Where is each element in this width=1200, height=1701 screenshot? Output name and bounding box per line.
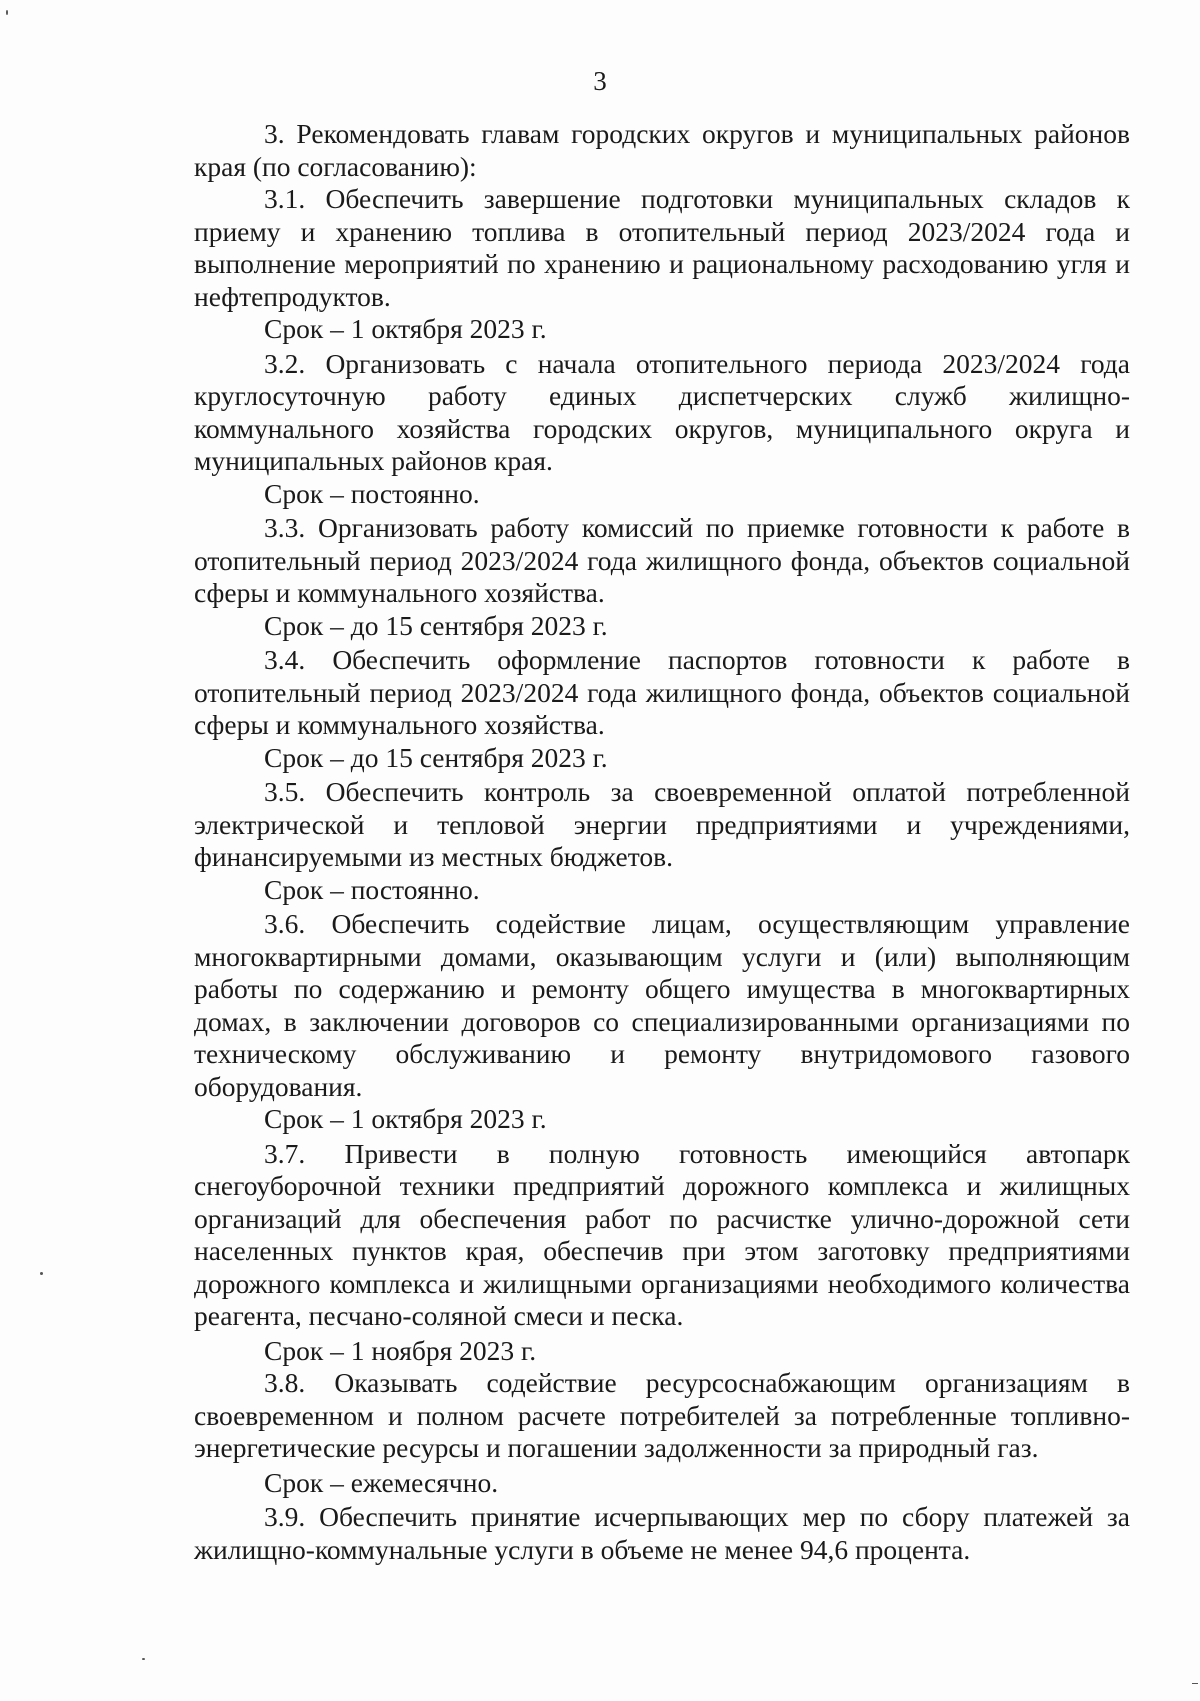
scan-speck-top-left — [6, 10, 8, 15]
scan-speck-bottom-left — [142, 1658, 145, 1660]
scan-speck-left — [40, 1272, 43, 1275]
deadline-3-7: Срок – 1 ноября 2023 г. — [264, 1334, 537, 1366]
paragraph-3-5: 3.5. Обеспечить контроль за своевременной оплатой потребленной электрической и тепловой энергии предприятиями и учреждениями, финансируемыми из местных бюджетов. — [194, 776, 1130, 872]
paragraph-3: 3. Рекомендовать главам городских округов и муниципальных районов края (по согласованию): — [194, 118, 1130, 182]
paragraph-3-1: 3.1. Обеспечить завершение подготовки муниципальных складов к приему и хранению топлива в отопительный период 2023/2024 года и выполнение мероприятий по хранению и рациональному расходованию угля и нефтепродуктов. — [194, 183, 1130, 312]
paragraph-3-9: 3.9. Обеспечить принятие исчерпывающих мер по сбору платежей за жилищно-коммунальные услуги в объеме не менее 94,6 процента. — [194, 1501, 1130, 1565]
deadline-3-5: Срок – постоянно. — [264, 873, 480, 905]
page-number: 3 — [593, 66, 607, 96]
document-body — [194, 118, 1130, 1566]
deadline-3-1: Срок – 1 октября 2023 г. — [264, 313, 547, 344]
deadline-3-8: Срок – ежемесячно. — [264, 1466, 499, 1498]
paragraph-3-7: 3.7. Привести в полную готовность имеющийся автопарк снегоуборочной техники предприятий дорожного комплекса и жилищных организаций для обеспечения работ по расчистке улично-дорожной сети населенных пунктов края, обеспечив при этом заготовку предприятиями дорожного комплекса и жилищными организациями необходимого количества реагента, песчано-соляной смеси и песка. — [194, 1137, 1130, 1331]
deadline-3-6: Срок – 1 октября 2023 г. — [264, 1103, 547, 1134]
scan-speck-right — [1192, 1683, 1198, 1684]
paragraph-3-8: 3.8. Оказывать содействие ресурсоснабжающим организациям в своевременном и полном расчете потребителей за потребленные топливно-энергетические ресурсы и погашении задолженности за природный газ. — [194, 1367, 1130, 1463]
paragraph-3-4: 3.4. Обеспечить оформление паспортов готовности к работе в отопительный период 2023/2024 года жилищного фонда, объектов социальной сферы и коммунального хозяйства. — [194, 644, 1130, 740]
deadline-3-2: Срок – постоянно. — [264, 477, 480, 509]
deadline-3-3: Срок – до 15 сентября 2023 г. — [264, 609, 608, 641]
paragraph-3-6: 3.6. Обеспечить содействие лицам, осуществляющим управление многоквартирными домами, оказывающим услуги и (или) выполняющим работы по содержанию и ремонту общего имущества в многоквартирных домах, в заключении договоров со специализированными организациями по техническому обслуживанию и ремонту внутридомового газового оборудования. — [194, 908, 1130, 1102]
paragraph-3-2: 3.2. Организовать с начала отопительного периода 2023/2024 года круглосуточную работу единых диспетчерских служб жилищно-коммунального хозяйства городских округов, муниципального округа и муниципальных районов края. — [194, 347, 1130, 476]
paragraph-3-3: 3.3. Организовать работу комиссий по приемке готовности к работе в отопительный период 2023/2024 года жилищного фонда, объектов социальной сферы и коммунального хозяйства. — [194, 512, 1130, 608]
deadline-3-4: Срок – до 15 сентября 2023 г. — [264, 741, 608, 773]
